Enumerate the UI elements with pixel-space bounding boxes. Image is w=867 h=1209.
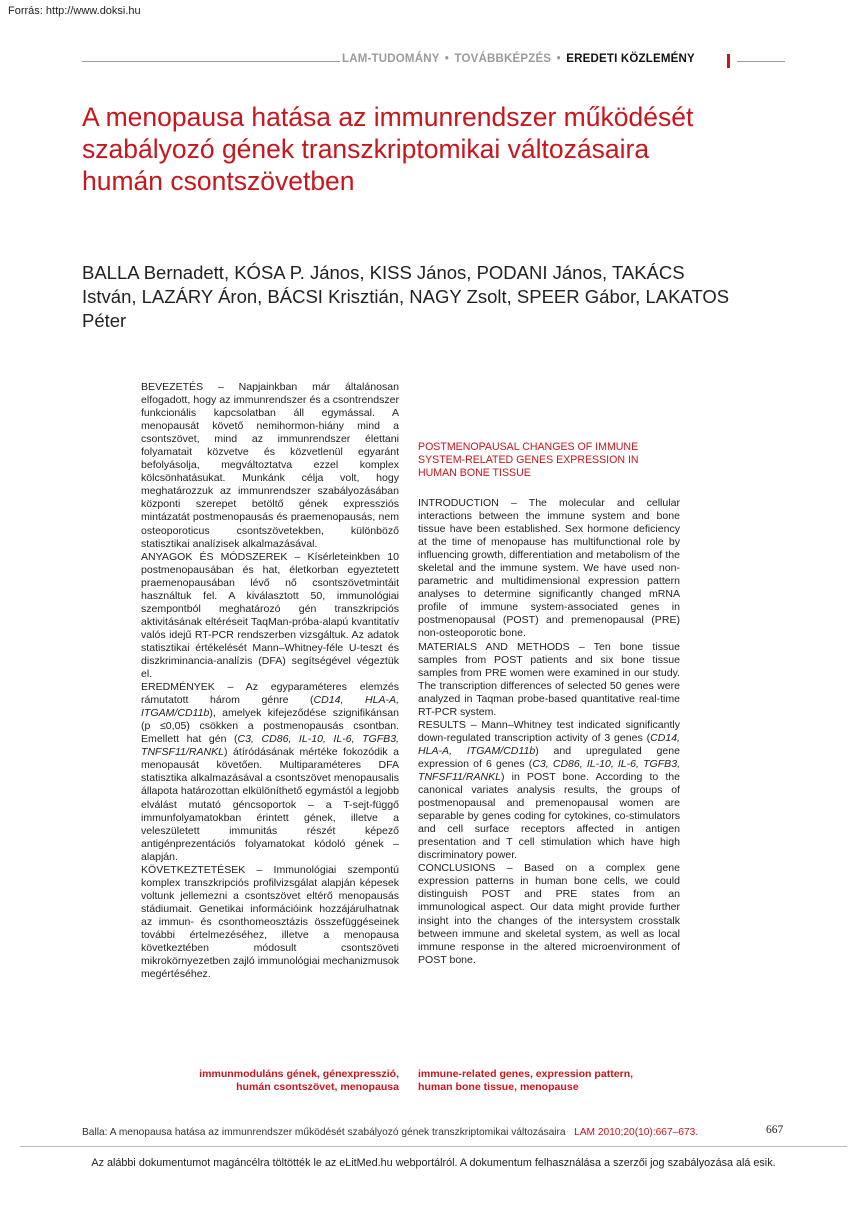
author-list: BALLA Bernadett, KÓSA P. János, KISS János, PODANI János, TAKÁCS István, LAZÁRY Áron, BÁCSI Krisztián, NAGY Zsolt, SPEER Gábor, LAKATOS Péter	[82, 262, 730, 331]
article-title: A menopausa hatása az immunrendszer működését szabályozó gének transzkriptomikai változásaira humán csontszövetben	[82, 102, 694, 196]
gene-list-down: CD14, HLA-A, ITGAM/CD11b	[418, 731, 680, 757]
gene-list-down: CD14, HLA-A, ITGAM/CD11b	[141, 694, 399, 720]
header-red-marker	[727, 54, 730, 68]
header-rule-left	[82, 61, 340, 62]
keywords-en-line: human bone tissue, menopause	[418, 1081, 579, 1093]
section-tovabbkepzes: TOVÁBBKÉPZÉS	[454, 53, 552, 65]
abstract-hu-conclusions: KÖVETKEZTETÉSEK – Immunológiai szempontú komplex transzkripciós profilvizsgálat alapján képesek voltunk jellemezni a csontszövet eltérő menopausás stádiumait. Genetikai információink hozzájárulhatnak az immun- és csonthomeosztázis összefüggéseinek további értelmezéséhez, illetve a menopausa következtében módosult csontszöveti mikrokörnyezetben zajló immunológiai mechanizmusok megértéséhez.	[141, 863, 399, 981]
section-header	[342, 53, 695, 65]
header-rule-right	[737, 61, 785, 62]
page-number: 667	[766, 1124, 784, 1136]
abstract-hungarian	[141, 381, 399, 981]
download-notice: Az alábbi dokumentumot magáncélra töltötték le az eLitMed.hu webportálról. A dokumentum felhasználása a szerzői jog szabályozása alá esik.	[91, 1157, 776, 1169]
footer-divider	[20, 1146, 847, 1147]
keywords-hu-line: immunmoduláns gének, génexpresszió,	[199, 1068, 399, 1080]
abstract-en-conclusions: CONCLUSIONS – Based on a complex gene expression patterns in human bone cells, we could distinguish POST and PRE states from an immunological aspect. Our data might provide further insight into the changes of the intersystem crosstalk between immune and skeletal system, as well as local immune response in the altered microenvironment of POST bone.	[418, 862, 680, 966]
abstract-english	[418, 497, 680, 967]
gene-list-up: C3, CD86, IL-10, IL-6, TGFB3, TNFSF11/RANKL	[141, 733, 399, 759]
section-lam-tudomany: LAM-TUDOMÁNY	[342, 53, 440, 65]
keywords-hungarian	[141, 1068, 399, 1094]
abstract-en-results: RESULTS – Mann–Whitney test indicated significantly down-regulated transcription activity of 3 genes (CD14, HLA-A, ITGAM/CD11b) and upregulated gene expression of 6 genes (C3, CD86, IL-10, IL-6, TGFB3, TNFSF11/RANKL) in POST bone. According to the canonical variates analysis results, the groups of postmenopausal and premenopausal women are separable by genes coding for cytokines, co-stimulators and cell surface receptors affected in antigen presentation and T cell stimulation which have high discriminatory power.	[418, 718, 680, 862]
abstract-hu-introduction: BEVEZETÉS – Napjainkban már általánosan elfogadott, hogy az immunrendszer és a csontrendszer funkcionális kapcsolatban áll egymással. A menopausát követő nemihormon-hiány mind a csontszövet, mind az immunrendszer élettani folyamatait közvetve és közvetlenül egyaránt befolyásolja, megváltoztatva ezzel komplex kölcsönhatásukat. Munkánk célja volt, hogy meghatározzuk az immunrendszer szabályozásában központi szerepet betöltő gének expressziós mintázatát postmenopausás és praemenopausás, nem osteoporoticus csontszövetekben, különböző statisztikai analízisek alkalmazásával.	[141, 381, 399, 550]
abstract-hu-methods: ANYAGOK ÉS MÓDSZEREK – Kísérleteinkben 10 postmenopausában és hat, életkorban egyeztetett praemenopausában lévő nő csontszövetmintáit használtuk fel. A kiválasztott 50, immunológiai szempontból meghatározó gén transzkripciós aktivitásának eltéréseit TaqMan-próba-alapú kvantitatív valós idejű RT-PCR rendszerben vizsgáltuk. Az adatok statisztikai értékelését Mann–Whitney-féle U-teszt és diszkriminancia-analízis (DFA) segítségével végeztük el.	[141, 550, 399, 681]
header-separator: •	[444, 53, 450, 65]
journal-reference: LAM 2010;20(10):667–673.	[574, 1127, 699, 1138]
abstract-hu-results: EREDMÉNYEK – Az egyparaméteres elemzés rámutatott három génre (CD14, HLA-A, ITGAM/CD11b), amelyek kifejeződése szignifikánsan (p ≤0,05) csökken a postmenopausás csontban. Emellett hat gén (C3, CD86, IL-10, IL-6, TGFB3, TNFSF11/RANKL) átíródásának mértéke fokozódik a menopausát követően. Multiparaméteres DFA statisztika alkalmazásával a csontszövet menopausalis állapota határozottan elkülöníthető egymástól a legjobb elválást mutató géncsoportok – a T-sejt-függő immunfolyamatokban érintett gének, illetve a veleszületett immunitás részét képező antigénprezentációs folyamatokat kódoló gének – alapján.	[141, 681, 399, 863]
gene-list-up: C3, CD86, IL-10, IL-6, TGFB3, TNFSF11/RANKL	[418, 757, 680, 783]
keywords-hu-line: humán csontszövet, menopausa	[236, 1081, 399, 1093]
citation-text: Balla: A menopausa hatása az immunrendszer működését szabályozó gének transzkriptomikai változásaira	[82, 1127, 566, 1138]
english-title: POSTMENOPAUSAL CHANGES OF IMMUNE SYSTEM-RELATED GENES EXPRESSION IN HUMAN BONE TISSUE	[418, 441, 639, 480]
footer-citation	[82, 1127, 698, 1138]
header-separator: •	[556, 53, 561, 65]
section-eredeti-kozlemeny: EREDETI KÖZLEMÉNY	[566, 53, 695, 65]
source-url-note: Forrás: http://www.doksi.hu	[8, 5, 141, 17]
keywords-english	[418, 1068, 680, 1094]
abstract-en-methods: MATERIALS AND METHODS – Ten bone tissue samples from POST patients and six bone tissue samples from PRE women were examined in our study. The transcription differences of selected 50 genes were analyzed in Taqman probe-based quantitative real-time RT-PCR system.	[418, 640, 680, 718]
abstract-en-introduction: INTRODUCTION – The molecular and cellular interactions between the immune system and bone tissue have been established. Sex hormone deficiency at the time of menopause has multifunctional role by influencing growth, differentiation and metabolism of the skeletal and the immune system. We have used non-parametric and multidimensional expression pattern analyses to determine significantly changed mRNA profile of immune system-associated genes in postmenopausal (POST) and premenopausal (PRE) non-osteoporotic bone.	[418, 497, 680, 640]
keywords-en-line: immune-related genes, expression pattern,	[418, 1068, 634, 1080]
